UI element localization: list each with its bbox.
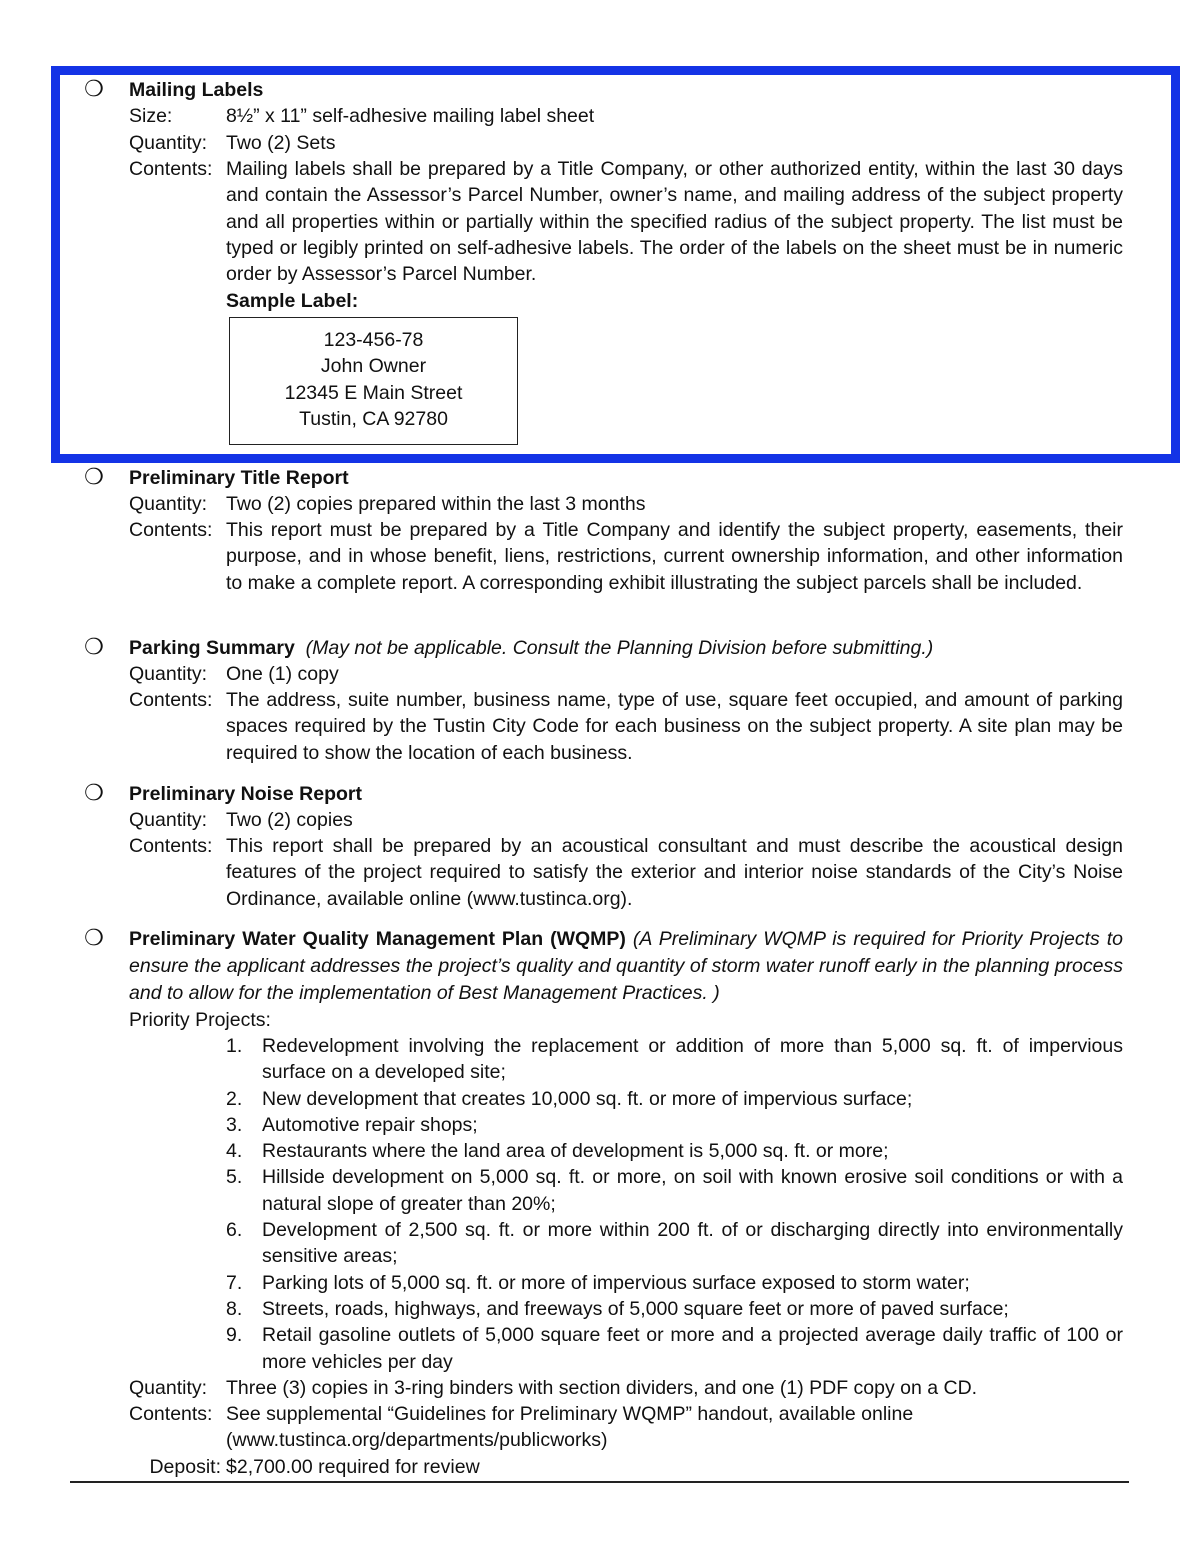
list-item: 6. Development of 2,500 sq. ft. or more within 200 ft. of or discharging directly into environmentally sensitive areas; [226,1219,1123,1268]
noise-report-title: Preliminary Noise Report [129,783,362,805]
quantity-value: Two (2) Sets [226,132,336,154]
title-report-contents-row [129,517,1123,596]
wqmp-quantity-row [129,1375,1123,1401]
contents-label: Contents: [129,158,213,180]
wqmp-title: Preliminary Water Quality Management Plan (WQMP) [129,928,626,950]
contents-value: The address, suite number, business name, type of use, square feet occupied, and amount of parking spaces required by the Tustin City Code for each business on the subject property. A site plan may be required to show the location of each business. [226,689,1123,764]
quantity-value: One (1) copy [226,663,339,685]
quantity-value: Two (2) copies [226,809,353,831]
quantity-label: Quantity: [129,1377,208,1399]
parking-summary-note: (May not be applicable. Consult the Planning Division before submitting.) [305,637,934,659]
noise-quantity-row [129,807,1123,833]
contents-value: This report must be prepared by a Title Company and identify the subject property, easements, their purpose, and in whose benefit, liens, restrictions, current ownership information, and other information to make a complete report. A corresponding exhibit illustrating the subject parcels shall be included. [226,519,1123,594]
list-item: 1. Redevelopment involving the replacement or addition of more than 5,000 sq. ft. of impervious surface on a developed site; [226,1035,1123,1084]
wqmp-note: (A Preliminary WQMP is required for Priority Projects to ensure the applicant addresses the project’s quality and quantity of storm water runoff early in the planning process and to allow for the implementation of Best Management Practices. ) [129,928,1124,1004]
mailing-size-row [129,103,1123,129]
list-item: 8. Streets, roads, highways, and freeways of 5,000 square feet or more of paved surface; [226,1297,1009,1320]
wqmp-heading [129,926,1123,1007]
mailing-labels-title: Mailing Labels [129,79,264,101]
size-label: Size: [129,105,173,127]
wqmp-contents-row [129,1401,1123,1454]
parking-contents-row [129,687,1123,766]
sample-label-city: Tustin, CA 92780 [299,407,448,430]
mailing-quantity-row [129,130,1123,156]
parking-summary-title: Parking Summary [129,637,295,659]
noise-contents-row [129,833,1123,912]
title-report-title: Preliminary Title Report [129,467,349,489]
quantity-label: Quantity: [129,809,208,831]
checkbox-parking-summary[interactable]: ❍ [84,634,104,659]
sample-label-heading-row [129,288,1123,314]
quantity-label: Quantity: [129,663,208,685]
deposit-value: $2,700.00 required for review [226,1456,480,1478]
quantity-value: Two (2) copies prepared within the last 3 months [226,493,646,515]
priority-projects-label: Priority Projects: [129,1009,271,1031]
title-report-quantity-row [129,491,1123,517]
list-item: 7. Parking lots of 5,000 sq. ft. or more of impervious surface exposed to storm water; [226,1271,970,1294]
list-item: 4. Restaurants where the land area of development is 5,000 sq. ft. or more; [226,1140,889,1163]
bottom-divider [70,1481,1129,1483]
mailing-contents-row [129,156,1123,287]
checkbox-mailing-labels[interactable]: ❍ [84,76,104,101]
parking-quantity-row [129,661,1123,687]
contents-label: Contents: [129,1403,213,1425]
priority-projects-list [226,1033,1123,1375]
contents-label: Contents: [129,835,213,857]
contents-value: See supplemental “Guidelines for Preliminary WQMP” handout, available online (www.tustinca.org/departments/publicworks) [226,1403,914,1452]
quantity-label: Quantity: [129,132,208,154]
sample-label-street: 12345 E Main Street [284,381,463,404]
contents-label: Contents: [129,519,213,541]
quantity-value: Three (3) copies in 3-ring binders with section dividers, and one (1) PDF copy on a CD. [226,1377,978,1399]
parking-summary-heading [129,635,1123,661]
deposit-label: Deposit: [149,1456,221,1478]
checkbox-title-report[interactable]: ❍ [84,464,104,489]
wqmp-deposit-row [129,1454,1123,1480]
sample-label-parcel: 123-456-78 [323,329,424,351]
list-item: 5. Hillside development on 5,000 sq. ft. or more, on soil with known erosive soil conditions or with a natural slope of greater than 20%; [226,1166,1123,1215]
sample-label-heading: Sample Label: [226,290,359,312]
sample-label-box [229,317,518,445]
contents-label: Contents: [129,689,213,711]
contents-value: Mailing labels shall be prepared by a Title Company, or other authorized entity, within the last 30 days and contain the Assessor’s Parcel Number, owner’s name, and mailing address of the subject property and all properties within or partially within the specified radius of the subject property. The list must be typed or legibly printed on self-adhesive labels. The order of the labels on the sheet must be in numeric order by Assessor’s Parcel Number. [226,158,1123,286]
list-item: 2. New development that creates 10,000 sq. ft. or more of impervious surface; [226,1087,913,1110]
quantity-label: Quantity: [129,493,208,515]
contents-value: This report shall be prepared by an acoustical consultant and must describe the acoustical design features of the project required to satisfy the exterior and interior noise standards of the City’s Noise Ordinance, available online (www.tustinca.org). [226,835,1123,910]
checkbox-noise-report[interactable]: ❍ [84,780,104,805]
checkbox-wqmp[interactable]: ❍ [84,925,104,950]
size-value: 8½” x 11” self-adhesive mailing label sheet [226,105,595,127]
sample-label-owner: John Owner [320,355,427,378]
list-item: 3. Automotive repair shops; [226,1113,478,1136]
list-item: 9. Retail gasoline outlets of 5,000 square feet or more and a projected average daily traffic of 100 or more vehicles per day [226,1324,1123,1373]
